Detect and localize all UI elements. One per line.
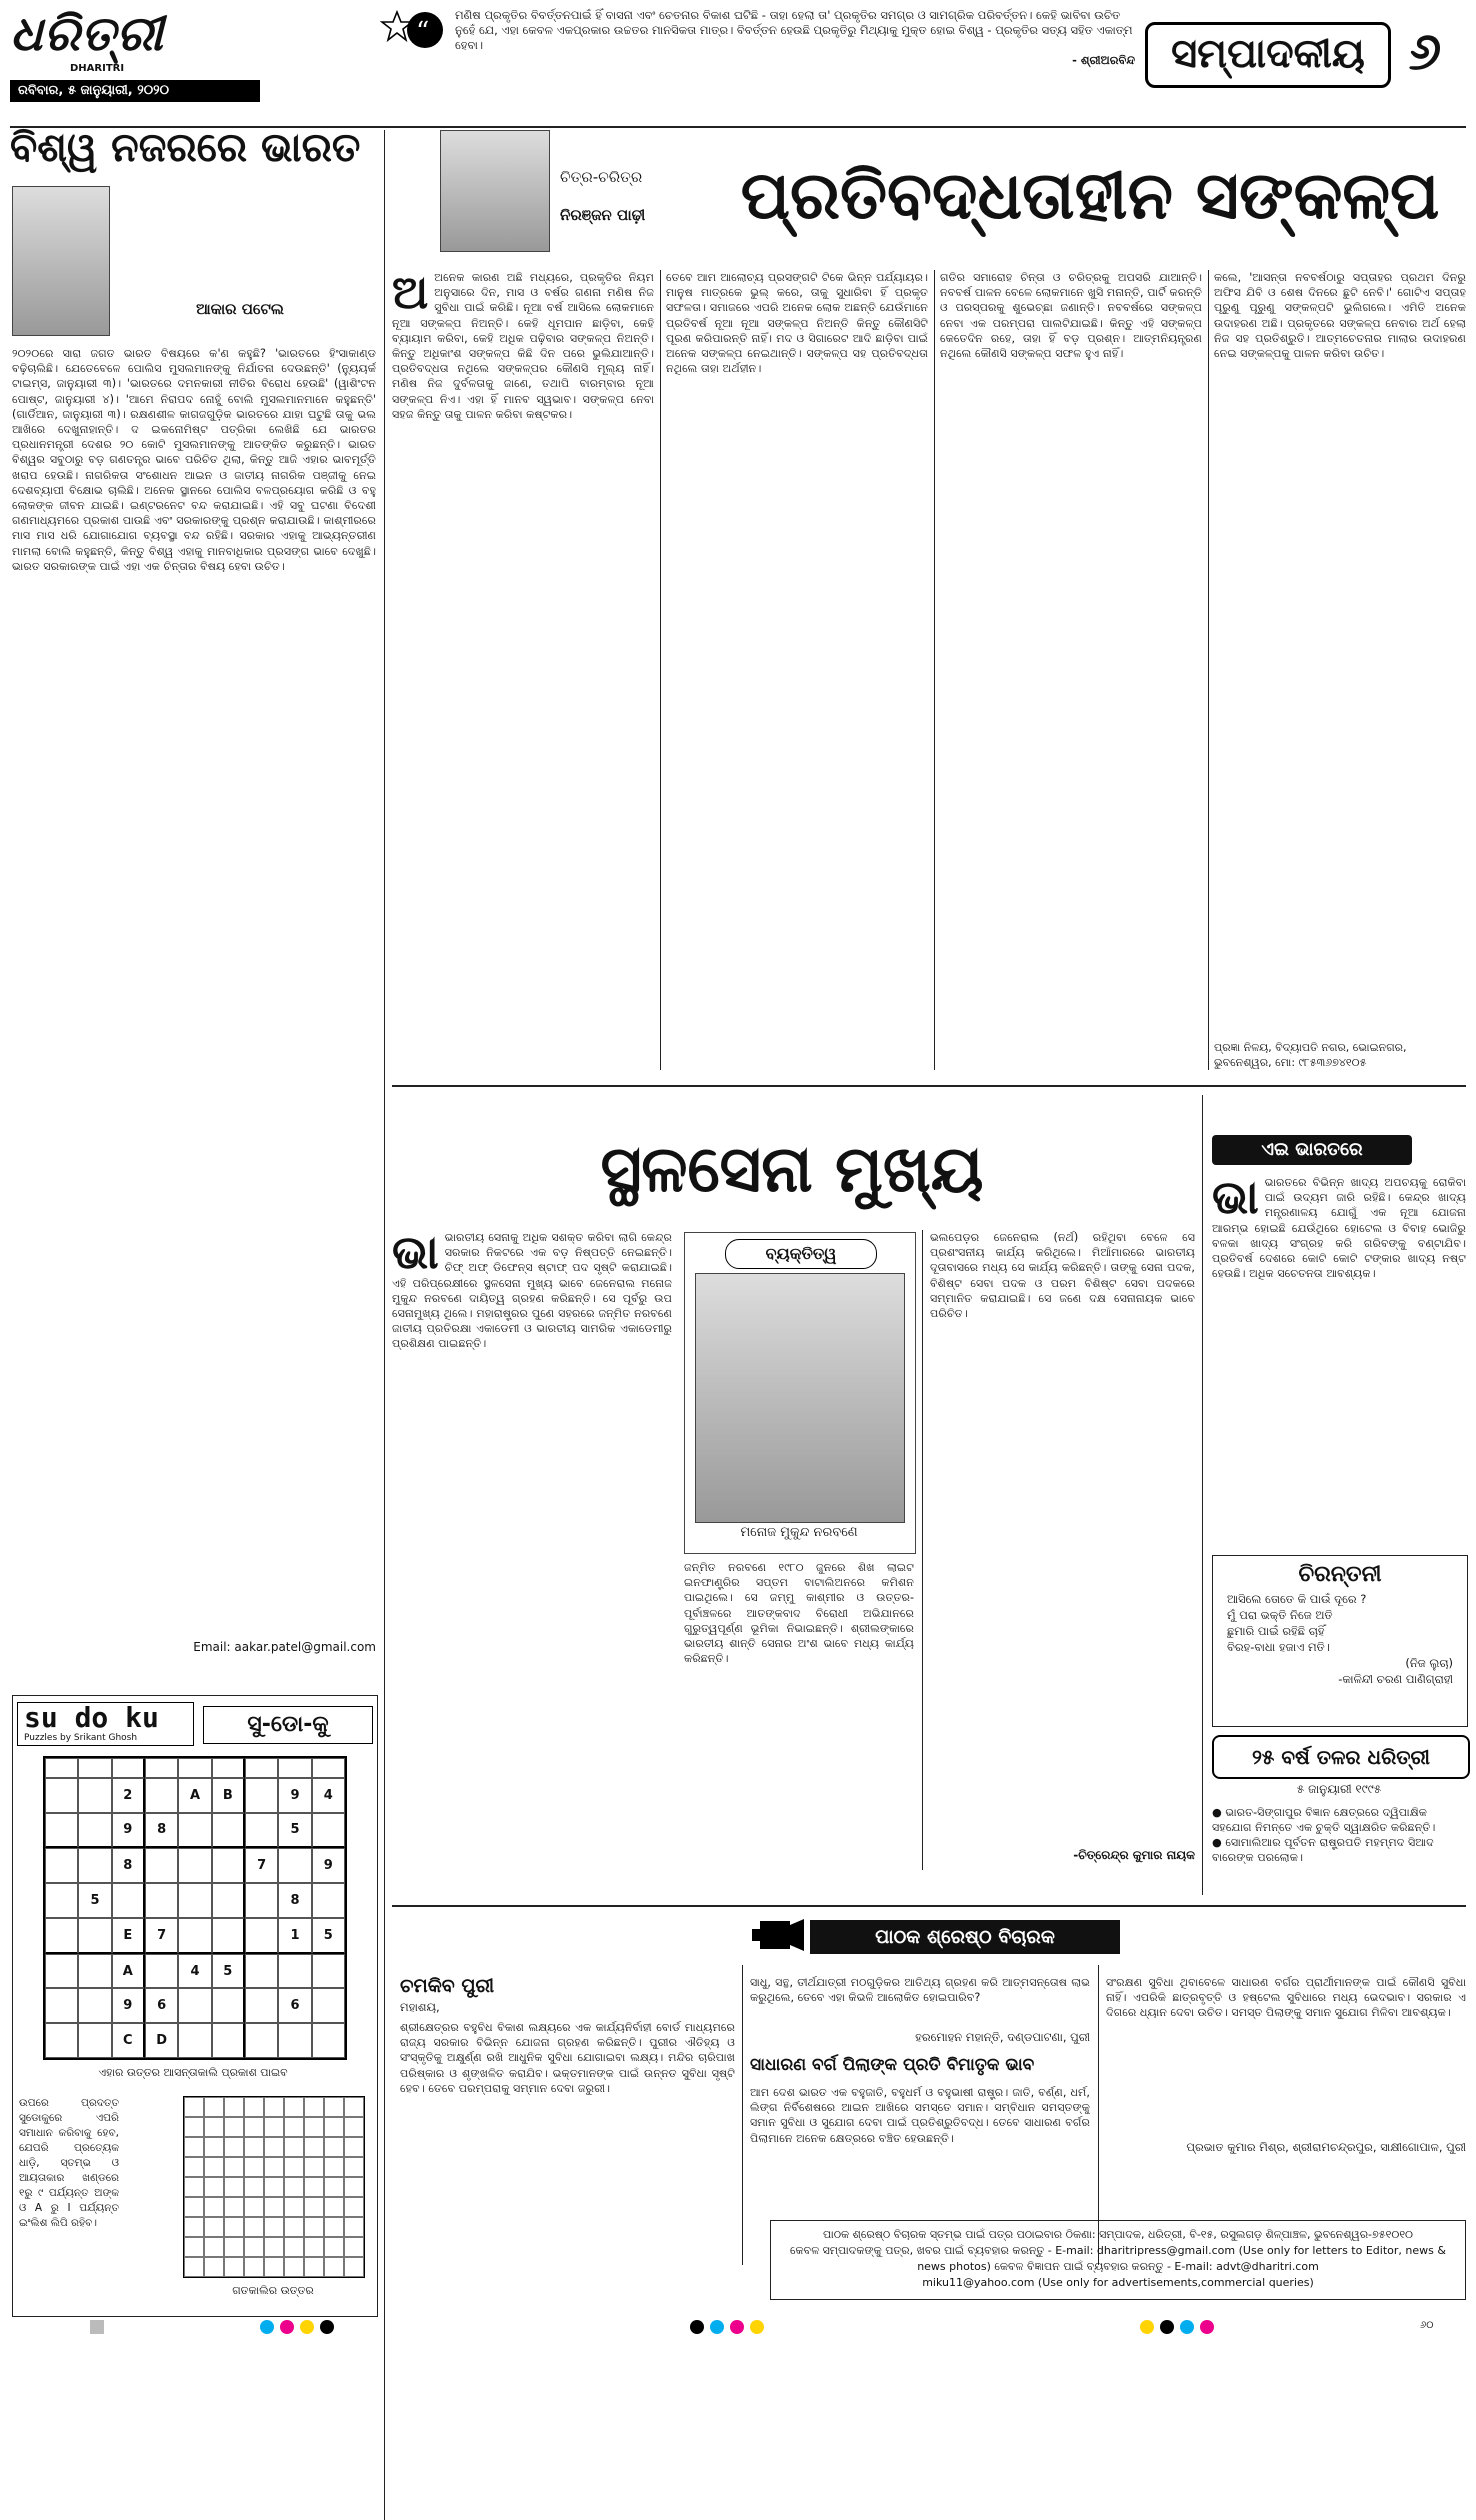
reg-dot-cyan [710, 2320, 724, 2334]
answer-cell [264, 2237, 284, 2257]
sudoku-cell[interactable] [245, 1883, 278, 1918]
chirantani-poem [1213, 1587, 1467, 1691]
sudoku-cell[interactable]: 9 [278, 1778, 311, 1813]
sudoku-cell[interactable] [145, 1758, 178, 1778]
answer-cell [284, 2177, 304, 2197]
reg-dot-black [690, 2320, 704, 2334]
answer-cell [344, 2137, 364, 2157]
poem-line: ଆସିଲେ ତୋତେ କି ପାଉଁ ଦୂରେ ? [1227, 1592, 1367, 1606]
answer-cell [224, 2137, 244, 2157]
sudoku-cell[interactable]: 8 [145, 1813, 178, 1849]
sudoku-cell[interactable] [178, 1988, 211, 2023]
svg-text:“: “ [416, 17, 430, 47]
sudoku-cell[interactable] [45, 1813, 78, 1849]
years-ago-item-text: ଭାରତ-ସିଙ୍ଗାପୁର ବିଜ୍ଞାନ କ୍ଷେତ୍ରରେ ଦ୍ୱିପାକ୍ଷିକ ସହଯୋଗ ନିମନ୍ତେ ଏକ ଚୁକ୍ତି ସ୍ୱାକ୍ଷରିତ କରିଛନ୍ତି। [1212, 1806, 1436, 1834]
sudoku-logo-sub: Puzzles by Srikant Ghosh [24, 1733, 138, 1743]
answer-cell [264, 2177, 284, 2197]
sudoku-cell[interactable] [178, 1848, 211, 1883]
sudoku-cell[interactable] [245, 1954, 278, 1989]
sudoku-cell[interactable]: B [212, 1778, 245, 1813]
answer-cell [344, 2257, 364, 2277]
sudoku-cell[interactable] [78, 2023, 111, 2058]
answer-cell [244, 2197, 264, 2217]
contact-line-3: miku11@yahoo.com (Use only for advertisements,commercial queries) [922, 2276, 1314, 2289]
sudoku-cell[interactable] [78, 1848, 111, 1883]
answer-cell [284, 2237, 304, 2257]
answer-cell [244, 2177, 264, 2197]
sudoku-cell[interactable] [45, 1883, 78, 1918]
answer-cell [304, 2097, 324, 2117]
sudoku-cell[interactable] [145, 1848, 178, 1883]
editorial-col-4 [1214, 270, 1466, 1030]
letters-icon [750, 1915, 806, 1955]
poem-line: ବିରହ-ବାଧା ହଜାଏ ମତି। [1227, 1640, 1330, 1654]
sudoku-cell[interactable] [45, 2023, 78, 2058]
answer-cell [304, 2217, 324, 2237]
answer-cell [264, 2097, 284, 2117]
editorial-col-4-text: କଲେ, 'ଆସନ୍ତା ନବବର୍ଷଠାରୁ ସପ୍ତାହର ପ୍ରଥମ ଦିନରୁ ଅଫିସ ଯିବି ଓ ଶେଷ ଦିନରେ ଛୁଟି ନେବି।' ଗୋଟିଏ ସପ୍ତାହ ପୂରୁଣୁ ପୂରୁଣୁ ସଙ୍କଳ୍ପଟି ଭୁଲିଗଲେ। ଏମିତି ଅନେକ ଉଦାହରଣ ଅଛି। ପ୍ରକୃତରେ ସଙ୍କଳ୍ପ ନେବାର ଅର୍ଥ ହେଲା ନିଜ ସହ ପ୍ରତିଶ୍ରୁତି। ଆତ୍ମଚେତନାର ମାଲାର ଉଦାହରଣ ନେଇ ସଙ୍କଳ୍ପକୁ ପାଳନ କରିବା ଉଚିତ। [1214, 271, 1466, 361]
sudoku-cell[interactable] [278, 1758, 311, 1778]
letter2-intro: ସାଧୁ, ସନ୍ଥ, ତୀର୍ଥଯାତ୍ରୀ ମଠଗୁଡ଼ିକର ଆତିଥ୍ୟ ଗ୍ରହଣ କରି ଆତ୍ମସନ୍ତୋଷ ଲାଭ କରୁଥିଲେ, ତେବେ ଏହା କିଭଳି ଆଲୋକିତ ହୋଇପାରିବ? [750, 1976, 1090, 2005]
left-article-author: ଆକାର ପଟେଲ [196, 300, 284, 318]
answer-cell [224, 2097, 244, 2117]
sudoku-cell[interactable]: A [112, 1954, 145, 1989]
years-ago-item-text: ସୋମାଲିଆର ପୂର୍ବତନ ରାଷ୍ଟ୍ରପତି ମହମ୍ମଦ ସିଆଦ ବାରେଙ୍କ ପରଲୋକ। [1212, 1836, 1434, 1864]
general-photo [695, 1273, 905, 1523]
contact-line-2: କେବଳ ସମ୍ପାଦକଙ୍କୁ ପତ୍ର, ଖବର ପାଇଁ ବ୍ୟବହାର କରନ୍ତୁ - E-mail: dharitripress@gmail.com (Use only for letters to Editor, news & news photos) କେବଳ ବିଜ୍ଞାପନ ପାଇଁ ବ୍ୟବହାର କରନ୍ତୁ - E-mail: advt@dharitri.com [790, 2244, 1446, 2273]
answer-cell [324, 2217, 344, 2237]
reg-dot-black [320, 2320, 334, 2334]
sudoku-cell[interactable] [45, 1988, 78, 2023]
answer-cell [284, 2097, 304, 2117]
sudoku-cell[interactable] [78, 1758, 111, 1778]
answer-cell [304, 2237, 324, 2257]
answer-cell [344, 2117, 364, 2137]
answer-cell [244, 2097, 264, 2117]
quote-text: ମଣିଷ ପ୍ରକୃତିର ବିବର୍ତ୍ତନପାଇଁ ହିଁ ବାସନା ଏବଂ ଚେତନାର ବିକାଶ ଘଟିଛି - ତାହା ହେଲା ତା' ପ୍ରକୃତିର ସମଗ୍ର ଓ ସାମଗ୍ରିକ ପରିବର୍ତ୍ତନ। କେହି ଭାବିବା ଉଚିତ ନୁହେଁ ଯେ, ଏହା କେବଳ ଏକପ୍ରକାର ଉଚ୍ଚତର ମାନସିକତା ମାତ୍ର। ବିବର୍ତ୍ତନ ହେଉଛି ପ୍ରକୃତିରୁ ମିଥ୍ୟାକୁ ମୁକ୍ତ ହୋଇ ବିଶ୍ୱ - ପ୍ରକୃତିର ସତ୍ୟ ସହିତ ଏକାତ୍ମ ହେବା। [455, 8, 1133, 52]
answer-cell [264, 2117, 284, 2137]
answer-cell [184, 2257, 204, 2277]
answer-cell [324, 2177, 344, 2197]
sudoku-cell[interactable] [245, 2023, 278, 2058]
letter4-body: ସଂରକ୍ଷଣ ସୁବିଧା ଥିବାବେଳେ ସାଧାରଣ ବର୍ଗର ପ୍ରାର୍ଥୀମାନଙ୍କ ପାଇଁ କୌଣସି ସୁବିଧା ନାହିଁ। ଏପରିକି ଛାତ୍ରବୃତ୍ତି ଓ ହଷ୍ଟେଲ ସୁବିଧାରେ ମଧ୍ୟ ଭେଦଭାବ। ସରକାର ଏ ଦିଗରେ ଧ୍ୟାନ ଦେବା ଉଚିତ। ସମସ୍ତ ପିଲାଙ୍କୁ ସମାନ ସୁଯୋଗ ମିଳିବା ଆବଶ୍ୟକ। [1106, 1976, 1466, 2020]
letters-section-title: ପାଠକ ଶ୍ରେଷ୍ଠ ବିଚାରକ [810, 1920, 1120, 1954]
answer-cell [284, 2137, 304, 2157]
answer-cell [184, 2097, 204, 2117]
answer-cell [264, 2157, 284, 2177]
sudoku-cell[interactable] [45, 1918, 78, 1954]
answer-cell [304, 2197, 324, 2217]
quote-mark-icon [405, 10, 445, 50]
answer-cell [204, 2237, 224, 2257]
sudoku-cell[interactable] [78, 1988, 111, 2023]
sudoku-cell[interactable] [78, 1813, 111, 1849]
answer-cell [324, 2157, 344, 2177]
answer-cell [304, 2137, 324, 2157]
poem-line: ଛୁମାରି ପାଇଁ ରହିଛି ଚାହିଁ [1227, 1624, 1325, 1638]
sudoku-cell[interactable] [312, 1954, 345, 1989]
sudoku-logo-text: su do ku [24, 1701, 159, 1734]
sudoku-answer-label: ଗତକାଲିର ଉତ୍ତର [232, 2284, 314, 2297]
answer-cell [244, 2117, 264, 2137]
editorial-col-3 [940, 270, 1202, 1070]
sudoku-cell[interactable]: 5 [278, 1813, 311, 1849]
columnist-address: ପ୍ରଜ୍ଞା ନିଳୟ, ବିଦ୍ୟାପତି ନଗର, ଭୋଇନଗର, ଭୁବନେଶ୍ୱର, ମୋ: ୯୮୫୩୬୭୪୧୦୫ [1214, 1041, 1407, 1069]
sudoku-cell[interactable] [112, 1758, 145, 1778]
reg-dot-yellow [300, 2320, 314, 2334]
letters-contact-box [770, 2220, 1466, 2300]
profile-col-2-text: ଜନ୍ମିତ ନରବଣେ ୧୯୮୦ ଜୁନରେ ଶିଖ ଲାଇଟ ଇନଫାଣ୍ଟ୍ରିର ସପ୍ତମ ବାଟାଲିଅନରେ କମିଶନ ପାଇଥିଲେ। ସେ ଜମ୍ମୁ କାଶ୍ମୀର ଓ ଉତ୍ତର-ପୂର୍ବାଞ୍ଚଳରେ ଆତଙ୍କବାଦ ବିରୋଧୀ ଅଭିଯାନରେ ଗୁରୁତ୍ୱପୂର୍ଣ୍ଣ ଭୂମିକା ନିଭାଇଛନ୍ତି। ଶ୍ରୀଲଙ୍କାରେ ଭାରତୀୟ ଶାନ୍ତି ସେନାର ଅଂଶ ଭାବେ ମଧ୍ୟ କାର୍ଯ୍ୟ କରିଛନ୍ତି। [684, 1561, 914, 1666]
answer-cell [244, 2257, 264, 2277]
answer-cell [204, 2117, 224, 2137]
daily-quote [455, 8, 1135, 120]
author-photo [12, 186, 110, 336]
letter3-body: ଆମ ଦେଶ ଭାରତ ଏକ ବହୁଜାତି, ବହୁଧର୍ମ ଓ ବହୁଭାଷୀ ରାଷ୍ଟ୍ର। ଜାତି, ବର୍ଣ୍ଣ, ଧର୍ମ, ଲିଙ୍ଗ ନିର୍ବିଶେଷରେ ଆଇନ ଆଖିରେ ସମସ୍ତେ ସମାନ। ସମ୍ବିଧାନ ସମସ୍ତଙ୍କୁ ସମାନ ସୁବିଧା ଓ ସୁଯୋଗ ଦେବା ପାଇଁ ପ୍ରତିଶ୍ରୁତିବଦ୍ଧ। ତେବେ ସାଧାରଣ ବର୍ଗର ପିଲାମାନେ ଅନେକ କ୍ଷେତ୍ରରେ ବଞ୍ଚିତ ହେଉଛନ୍ତି। [750, 2086, 1090, 2145]
sudoku-cell[interactable] [312, 1883, 345, 1918]
sudoku-cell[interactable] [212, 1918, 245, 1954]
sudoku-cell[interactable] [178, 1918, 211, 1954]
sudoku-cell[interactable] [212, 1848, 245, 1883]
ei-bharatare-title: ଏଇ ଭାରତରେ [1212, 1135, 1412, 1165]
letter3-title: ସାଧାରଣ ବର୍ଗ ପିଲାଙ୍କ ପ୍ରତି ବିମାତୃକ ଭାବ [750, 2055, 1035, 2075]
reg-dot-yellow [1140, 2320, 1154, 2334]
letter2-sign: ହରମୋହନ ମହାନ୍ତି, ଦଣ୍ଡପାଟଣା, ପୁରୀ [915, 2030, 1090, 2044]
chirantani-title: ଚିରନ୍ତନୀ [1298, 1562, 1382, 1587]
answer-cell [244, 2157, 264, 2177]
sudoku-cell[interactable] [245, 1988, 278, 2023]
answer-cell [184, 2237, 204, 2257]
sudoku-cell[interactable] [245, 1918, 278, 1954]
answer-cell [224, 2257, 244, 2277]
ei-bharatare-body [1212, 1175, 1466, 1545]
sudoku-cell[interactable] [45, 1954, 78, 1989]
answer-cell [304, 2157, 324, 2177]
sudoku-cell[interactable]: 9 [112, 1813, 145, 1849]
reg-dot-yellow [750, 2320, 764, 2334]
sudoku-cell[interactable] [312, 1813, 345, 1849]
columnist-photo [440, 130, 550, 252]
reg-dot-magenta [1200, 2320, 1214, 2334]
sudoku-cell[interactable]: 7 [145, 1918, 178, 1954]
sudoku-cell[interactable] [278, 1954, 311, 1989]
sudoku-cell[interactable] [45, 1848, 78, 1883]
poem-source: (ନିଜ ଲୁଚା) [1405, 1656, 1453, 1670]
logo-subtext: DHARITRI [70, 63, 125, 74]
answer-cell [184, 2117, 204, 2137]
answer-cell [324, 2097, 344, 2117]
answer-cell [284, 2217, 304, 2237]
answer-cell [284, 2117, 304, 2137]
sudoku-cell[interactable] [212, 1883, 245, 1918]
answer-cell [204, 2137, 224, 2157]
sudoku-cell[interactable] [212, 2023, 245, 2058]
reg-dot-magenta [730, 2320, 744, 2334]
sudoku-cell[interactable]: 2 [112, 1778, 145, 1813]
reg-dot-magenta [280, 2320, 294, 2334]
answer-cell [204, 2197, 224, 2217]
editorial-dropcap: ଅ [392, 270, 429, 319]
profile-col-3 [930, 1230, 1195, 1840]
sudoku-cell[interactable]: 7 [245, 1848, 278, 1883]
sudoku-cell[interactable]: 8 [112, 1848, 145, 1883]
sudoku-cell[interactable]: 5 [312, 1918, 345, 1954]
sudoku-cell[interactable] [78, 1954, 111, 1989]
ei-bharatare-text: ଭାରତରେ ବିଭିନ୍ନ ଖାଦ୍ୟ ଅପଚୟକୁ ରୋକିବା ପାଇଁ ଉଦ୍ୟମ ଜାରି ରହିଛି। କେନ୍ଦ୍ର ଖାଦ୍ୟ ମନ୍ତ୍ରଣାଳୟ ଯୋଗୁଁ ଏକ ନୂଆ ଯୋଜନା ଆରମ୍ଭ ହୋଇଛି ଯେଉଁଥିରେ ହୋଟେଲ ଓ ବିବାହ ଭୋଜିରୁ ବଳକା ଖାଦ୍ୟ ସଂଗ୍ରହ କରି ଗରିବଙ୍କୁ ବଣ୍ଟାଯିବ। ପ୍ରତିବର୍ଷ ଦେଶରେ କୋଟି କୋଟି ଟଙ୍କାର ଖାଦ୍ୟ ନଷ୍ଟ ହେଉଛି। ଅଧିକ ସଚେତନତା ଆବଶ୍ୟକ। [1212, 1176, 1466, 1281]
sudoku-cell[interactable] [145, 1954, 178, 1989]
answer-cell [344, 2217, 364, 2237]
sudoku-cell[interactable] [112, 1883, 145, 1918]
sudoku-cell[interactable] [45, 1758, 78, 1778]
poem-line: ମୁଁ ପରା ଭକ୍ତି ନିଜେ ଅତି [1227, 1608, 1333, 1622]
answer-cell [324, 2117, 344, 2137]
answer-cell [244, 2137, 264, 2157]
profile-col-1 [392, 1230, 672, 1850]
sudoku-cell[interactable]: 5 [212, 1954, 245, 1989]
answer-cell [264, 2137, 284, 2157]
profile-col-3-text: ଭଲପେଡ଼ର ଜେନେରାଲ (ନର୍ଥ) ରହିଥିବା ବେଳେ ସେ ପ୍ରଶଂସନୀୟ କାର୍ଯ୍ୟ କରିଥିଲେ। ମିଆଁମାରରେ ଭାରତୀୟ ଦୂତାବାସରେ ମଧ୍ୟ ସେ କାର୍ଯ୍ୟ କରିଛନ୍ତି। ତାଙ୍କୁ ସେନା ପଦକ, ବିଶିଷ୍ଟ ସେବା ପଦକ ଓ ପରମ ବିଶିଷ୍ଟ ସେବା ପଦକରେ ସମ୍ମାନିତ କରାଯାଇଛି। ସେ ଜଣେ ଦକ୍ଷ ସେନାନାୟକ ଭାବେ ପରିଚିତ। [930, 1231, 1195, 1321]
sudoku-cell[interactable] [145, 1883, 178, 1918]
years-ago-title: ୨୫ ବର୍ଷ ତଳର ଧରିତ୍ରୀ [1212, 1735, 1470, 1779]
answer-cell [204, 2217, 224, 2237]
logo-text: ଧରିତ୍ରୀ [10, 6, 164, 62]
sudoku-logo [17, 1702, 194, 1746]
sudoku-cell[interactable] [278, 2023, 311, 2058]
author-email: Email: aakar.patel@gmail.com [193, 1640, 376, 1654]
sudoku-cell[interactable]: D [145, 2023, 178, 2058]
editorial-col-1-text: ଅନେକ କାରଣ ଅଛି ମଧ୍ୟରେ, ପ୍ରକୃତିର ନିୟମ ଅନୁସାରେ ଦିନ, ମାସ ଓ ବର୍ଷର ଗଣନା ମଣିଷ ନିଜ ସୁବିଧା ପାଇଁ କରିଛି। ନୂଆ ବର୍ଷ ଆସିଲେ ଲୋକମାନେ ନୂଆ ସଙ୍କଳ୍ପ ନିଅନ୍ତି। କେହି ଧୂମପାନ ଛାଡ଼ିବା, କେହି ବ୍ୟାୟାମ କରିବା, କେହି ଅଧିକ ପଢ଼ିବାର ସଙ୍କଳ୍ପ ନିଅନ୍ତି। କିନ୍ତୁ ଅଧିକାଂଶ ସଙ୍କଳ୍ପ କିଛି ଦିନ ପରେ ଭୁଲିଯାଆନ୍ତି। ପ୍ରତିବଦ୍ଧତା ନଥିଲେ ସଙ୍କଳ୍ପର କୌଣସି ମୂଲ୍ୟ ନାହିଁ। ମଣିଷ ନିଜ ଦୁର୍ବଳତାକୁ ଜାଣେ, ତଥାପି ବାରମ୍ବାର ନୂଆ ସଙ୍କଳ୍ପ ନିଏ। ଏହା ହିଁ ମାନବ ସ୍ୱଭାବ। ସଙ୍କଳ୍ପ ନେବା ସହଜ କିନ୍ତୁ ତାକୁ ପାଳନ କରିବା କଷ୍ଟକର। [392, 271, 654, 421]
answer-cell [264, 2217, 284, 2237]
answer-cell [204, 2097, 224, 2117]
registration-strip [0, 2318, 1476, 2336]
issue-date: ରବିବାର, ୫ ଜାନୁୟାରୀ, ୨୦୨୦ [10, 80, 260, 102]
editorial-col-2-text: ତେବେ ଆମ ଆଲୋଚ୍ୟ ପ୍ରସଙ୍ଗଟି ଟିକେ ଭିନ୍ନ ପର୍ଯ୍ୟାୟର। ମାନୁଷ ମାତ୍ରକେ ଭୁଲ୍ କରେ, ତାକୁ ସୁଧାରିବା ହିଁ ପ୍ରକୃତ ସଫଳତା। ସମାଜରେ ଏପରି ଅନେକ ଲୋକ ଅଛନ୍ତି ଯେଉଁମାନେ ପ୍ରତିବର୍ଷ ନୂଆ ନୂଆ ସଙ୍କଳ୍ପ ନିଅନ୍ତି କିନ୍ତୁ କୌଣସିଟି ପୂରଣ କରିପାରନ୍ତି ନାହିଁ। ମଦ ଓ ସିଗାରେଟ ଆଦି ଛାଡ଼ିବା ପାଇଁ ଅନେକ ସଙ୍କଳ୍ପ ନେଇଥାନ୍ତି। ସଙ୍କଳ୍ପ ସହ ପ୍ରତିବଦ୍ଧତା ନଥିଲେ ତାହା ଅର୍ଥହୀନ। [666, 271, 928, 376]
sudoku-cell[interactable] [212, 1988, 245, 2023]
sudoku-cell[interactable]: 4 [312, 1778, 345, 1813]
profile-photo-caption: ମନୋଜ ମୁକୁନ୍ଦ ନରବଣେ [740, 1525, 858, 1540]
profile-dropcap: ଭା [392, 1230, 439, 1279]
answer-cell [204, 2177, 224, 2197]
quote-author: - ଶ୍ରୀଅରବିନ୍ଦ [1072, 53, 1135, 67]
answer-cell [244, 2237, 264, 2257]
answer-cell [344, 2157, 364, 2177]
sudoku-title: ସୁ-ଡୋ-କୁ [203, 1706, 373, 1744]
editorial-col-1 [392, 270, 654, 1070]
sudoku-note: ଏହାର ଉତ୍ତର ଆସନ୍ତାକାଲି ପ୍ରକାଶ ପାଇବ [98, 2066, 288, 2079]
editorial-col-2 [666, 270, 928, 1070]
sudoku-cell[interactable] [78, 1918, 111, 1954]
answer-cell [244, 2217, 264, 2237]
columnist-name: ନିରଞ୍ଜନ ପାଢ଼ୀ [560, 206, 646, 224]
column-tag: ଚିତ୍ର-ଚରିତ୍ର [560, 168, 643, 186]
sudoku-cell[interactable]: A [178, 1778, 211, 1813]
answer-cell [204, 2257, 224, 2277]
sudoku-cell[interactable] [212, 1758, 245, 1778]
answer-cell [224, 2197, 244, 2217]
sudoku-cell[interactable]: 5 [78, 1883, 111, 1918]
sudoku-cell[interactable]: 6 [278, 1988, 311, 2023]
sudoku-cell[interactable] [178, 1813, 211, 1849]
masthead-logo [10, 6, 260, 84]
section-title: ସମ୍ପାଦକୀୟ [1145, 22, 1391, 88]
answer-cell [224, 2117, 244, 2137]
answer-cell [204, 2157, 224, 2177]
sudoku-cell[interactable] [178, 2023, 211, 2058]
answer-cell [184, 2137, 204, 2157]
profile-byline: -ଚିତ୍ରେନ୍ଦ୍ର କୁମାର ନାୟକ [1073, 1848, 1195, 1862]
sudoku-cell[interactable] [312, 2023, 345, 2058]
answer-cell [324, 2257, 344, 2277]
sudoku-cell[interactable]: 9 [312, 1848, 345, 1883]
answer-cell [284, 2257, 304, 2277]
answer-cell [344, 2177, 364, 2197]
profile-photo-box [684, 1232, 916, 1554]
chirantani-box [1212, 1555, 1468, 1727]
sudoku-grid[interactable] [43, 1756, 347, 2060]
answer-cell [344, 2237, 364, 2257]
left-article-body [12, 346, 376, 1636]
sudoku-answer-grid [183, 2096, 365, 2278]
answer-cell [264, 2197, 284, 2217]
answer-cell [344, 2097, 364, 2117]
page-number: ୬ [1408, 21, 1442, 82]
answer-cell [304, 2177, 324, 2197]
answer-cell [264, 2257, 284, 2277]
answer-cell [284, 2157, 304, 2177]
sudoku-cell[interactable] [145, 1778, 178, 1813]
editorial-col-3-text: ଗତିର ସମାରୋହ ଚିନ୍ତା ଓ ଚରିତ୍ରକୁ ଅପସରି ଯାଆନ୍ତି। ନବବର୍ଷ ପାଳନ ବେଳେ ଲୋକମାନେ ଖୁସି ମନାନ୍ତି, ପାର୍ଟି କରନ୍ତି ଓ ପରସ୍ପରକୁ ଶୁଭେଚ୍ଛା ଜଣାନ୍ତି। ନବବର୍ଷରେ ସଙ୍କଳ୍ପ ନେବା ଏକ ପରମ୍ପରା ପାଲଟିଯାଇଛି। କିନ୍ତୁ ଏହି ସଙ୍କଳ୍ପ କେତେଦିନ ରହେ, ତାହା ହିଁ ବଡ଼ ପ୍ରଶ୍ନ। ଆତ୍ମନିୟନ୍ତ୍ରଣ ନଥିଲେ କୌଣସି ସଙ୍କଳ୍ପ ସଫଳ ହୁଏ ନାହିଁ। [940, 271, 1202, 361]
years-ago-item: ● ଭାରତ-ସିଙ୍ଗାପୁର ବିଜ୍ଞାନ କ୍ଷେତ୍ରରେ ଦ୍ୱିପାକ୍ଷିକ ସହଯୋଗ ନିମନ୍ତେ ଏକ ଚୁକ୍ତି ସ୍ୱାକ୍ଷରିତ କରିଛନ୍ତି। [1212, 1806, 1436, 1834]
letter4-sign: ପ୍ରଭାତ କୁମାର ମିଶ୍ର, ଶ୍ରୀରାମଚନ୍ଦ୍ରପୁର, ସାକ୍ଷୀଗୋପାଳ, ପୁରୀ [1186, 2140, 1466, 2154]
profile-col-1-text: ଭାରତୀୟ ସେନାକୁ ଅଧିକ ସଶକ୍ତ କରିବା ଲାଗି କେନ୍ଦ୍ର ସରକାର ନିକଟରେ ଏକ ବଡ଼ ନିଷ୍ପତ୍ତି ନେଇଛନ୍ତି। ଚିଫ୍ ଅଫ୍ ଡିଫେନ୍ସ ଷ୍ଟାଫ୍ ପଦ ସୃଷ୍ଟି କରାଯାଇଛି। ଏହି ପରିପ୍ରେକ୍ଷୀରେ ସ୍ଥଳସେନା ମୁଖ୍ୟ ଭାବେ ଜେନେରାଲ ମନୋଜ ମୁକୁନ୍ଦ ନରବଣେ ଦାୟିତ୍ୱ ଗ୍ରହଣ କରିଛନ୍ତି। ସେ ପୂର୍ବରୁ ଉପ ସେନାମୁଖ୍ୟ ଥିଲେ। ମହାରାଷ୍ଟ୍ରର ପୁଣେ ସହରରେ ଜନ୍ମିତ ନରବଣେ ଜାତୀୟ ପ୍ରତିରକ୍ଷା ଏକାଡେମୀ ଓ ଭାରତୀୟ ସାମରିକ ଏକାଡେମୀରୁ ପ୍ରଶିକ୍ଷଣ ପାଇଛନ୍ତି। [392, 1231, 672, 1351]
profile-headline: ସ୍ଥଳସେନା ମୁଖ୍ୟ [600, 1132, 984, 1207]
answer-cell [284, 2197, 304, 2217]
answer-cell [224, 2157, 244, 2177]
reg-dot-cyan [1180, 2320, 1194, 2334]
answer-cell [224, 2237, 244, 2257]
sudoku-cell[interactable] [245, 1813, 278, 1849]
answer-cell [344, 2197, 364, 2217]
letter1-salutation: ମହାଶୟ, [400, 2000, 440, 2014]
sudoku-cell[interactable] [45, 1778, 78, 1813]
answer-cell [304, 2257, 324, 2277]
sudoku-cell[interactable]: C [112, 2023, 145, 2058]
answer-cell [224, 2217, 244, 2237]
poem-poet: -କାଳିନ୍ଦୀ ଚରଣ ପାଣିଗ୍ରାହୀ [1338, 1672, 1453, 1686]
sudoku-cell[interactable]: 8 [278, 1883, 311, 1918]
answer-cell [224, 2177, 244, 2197]
sudoku-cell[interactable] [178, 1758, 211, 1778]
sudoku-panel [12, 1695, 378, 2317]
sudoku-cell[interactable]: E [112, 1918, 145, 1954]
editorial-headline: ପ୍ରତିବଦ୍ଧତାହୀନ ସଙ୍କଳ୍ପ [740, 156, 1440, 234]
ei-dropcap: ଭା [1212, 1175, 1259, 1224]
answer-cell [184, 2217, 204, 2237]
sudoku-cell[interactable] [212, 1813, 245, 1849]
profile-col-2 [684, 1560, 914, 1860]
reg-block [90, 2320, 104, 2334]
answer-cell [304, 2117, 324, 2137]
answer-cell [324, 2237, 344, 2257]
footer-page-ref: ୬୦ [1420, 2320, 1434, 2331]
sudoku-cell[interactable] [178, 1883, 211, 1918]
sudoku-instructions: ଉପରେ ପ୍ରଦତ୍ତ ସୁଡୋକୁରେ ଏପରି ସମାଧାନ କରିବାକୁ ହେବ, ଯେପରି ପ୍ରତ୍ୟେକ ଧାଡ଼ି, ସ୍ତମ୍ଭ ଓ ଆୟତାକାର ଖଣ୍ଡରେ ୧ରୁ ୯ ପର୍ଯ୍ୟନ୍ତ ଅଙ୍କ ଓ A ରୁ I ପର୍ଯ୍ୟନ୍ତ ଇଂଲିଶ ଲିପି ରହିବ। [19, 2097, 119, 2229]
answer-cell [184, 2177, 204, 2197]
answer-cell [324, 2197, 344, 2217]
sudoku-cell[interactable] [312, 1758, 345, 1778]
sudoku-cell[interactable] [245, 1778, 278, 1813]
years-ago-list [1212, 1805, 1466, 1875]
letter1-body: ଶ୍ରୀକ୍ଷେତ୍ରର ବହୁବିଧ ବିକାଶ ଲକ୍ଷ୍ୟରେ ଏକ କାର୍ଯ୍ୟନିର୍ବାହୀ ବୋର୍ଡ ମାଧ୍ୟମରେ ରାଜ୍ୟ ସରକାର ବିଭିନ୍ନ ଯୋଜନା ଗ୍ରହଣ କରିଛନ୍ତି। ପୁରୀର ଐତିହ୍ୟ ଓ ସଂସ୍କୃତିକୁ ଅକ୍ଷୁର୍ଣ୍ଣ ରଖି ଆଧୁନିକ ସୁବିଧା ଯୋଗାଇବା ଲକ୍ଷ୍ୟ। ମନ୍ଦିର ଚାରିପାଖ ପରିଷ୍କାର ଓ ଶୃଙ୍ଖଳିତ କରାଯିବ। ଭକ୍ତମାନଙ୍କ ପାଇଁ ଉନ୍ନତ ସୁବିଧା ସୃଷ୍ଟି ହେବ। ତେବେ ପରମ୍ପରାକୁ ସମ୍ମାନ ଦେବା ଜରୁରୀ। [400, 2021, 735, 2095]
sudoku-cell[interactable] [278, 1848, 311, 1883]
profile-tag: ବ୍ୟକ୍ତିତ୍ୱ [725, 1239, 877, 1269]
letter1-title: ଚମକିବ ପୁରୀ [400, 1975, 495, 1997]
reg-dot-cyan [260, 2320, 274, 2334]
sudoku-cell[interactable]: 9 [112, 1988, 145, 2023]
answer-cell [184, 2197, 204, 2217]
sudoku-cell[interactable] [312, 1988, 345, 2023]
answer-cell [184, 2157, 204, 2177]
reg-dot-black [1160, 2320, 1174, 2334]
sudoku-cell[interactable] [245, 1758, 278, 1778]
years-ago-date: ୫ ଜାନୁୟାରୀ ୧୯୯୫ [1296, 1782, 1382, 1796]
answer-cell [324, 2137, 344, 2157]
sudoku-cell[interactable]: 6 [145, 1988, 178, 2023]
sudoku-cell[interactable]: 4 [178, 1954, 211, 1989]
sudoku-cell[interactable]: 1 [278, 1918, 311, 1954]
sudoku-cell[interactable] [78, 1778, 111, 1813]
years-ago-item: ● ସୋମାଲିଆର ପୂର୍ବତନ ରାଷ୍ଟ୍ରପତି ମହମ୍ମଦ ସିଆଦ ବାରେଙ୍କ ପରଲୋକ। [1212, 1836, 1434, 1864]
left-article-title: ବିଶ୍ୱ ନଜରରେ ଭାରତ [10, 124, 361, 171]
contact-line-1: ପାଠକ ଶ୍ରେଷ୍ଠ ବିଚାରକ ସ୍ତମ୍ଭ ପାଇଁ ପତ୍ର ପଠାଇବାର ଠିକଣା: ସମ୍ପାଦକ, ଧରିତ୍ରୀ, ବି-୧୫, ରସୁଲଗଡ଼ ଶିଳ୍ପାଞ୍ଚଳ, ଭୁବନେଶ୍ୱର-୭୫୧୦୧୦ [822, 2228, 1414, 2241]
left-article-text: ୨୦୨୦ରେ ସାରା ଜଗତ ଭାରତ ବିଷୟରେ କ'ଣ କହୁଛି? 'ଭାରତରେ ହିଂସାକାଣ୍ଡ ବଢ଼ିଚାଲିଛି। ଯେତେବେଳେ ପୋଲିସ ମୁସଲମାନଙ୍କୁ ନିର୍ଯାତନା ଦେଉଛନ୍ତି' (ନ୍ୟୁୟର୍କ ଟାଇମ୍ସ, ଜାନୁୟାରୀ ୩)। 'ଭାରତରେ ଦମନକାରୀ ନୀତିର ବିରୋଧ ହେଉଛି' (ୱାଶିଂଟନ ପୋଷ୍ଟ, ଜାନୁୟାରୀ ୪)। 'ଆମେ ନିରାପଦ ନୋହୁଁ ବୋଲି ମୁସଲମାନମାନେ କହୁଛନ୍ତି' (ଗାର୍ଡିଆନ, ଜାନୁୟାରୀ ୩)। ରକ୍ଷଣଶୀଳ କାଗଜଗୁଡ଼ିକ ଭାରତରେ ଯାହା ଘଟୁଛି ତାକୁ ଭଲ ଆଖିରେ ଦେଖୁନାହାନ୍ତି। ଦ ଇକନୋମିଷ୍ଟ ପତ୍ରିକା ଲେଖିଛି ଯେ ଭାରତର ପ୍ରଧାନମନ୍ତ୍ରୀ ଦେଶର ୨୦ କୋଟି ମୁସଲମାନଙ୍କୁ ଆତଙ୍କିତ କରୁଛନ୍ତି। ଭାରତ ବିଶ୍ୱର ସବୁଠାରୁ ବଡ଼ ଗଣତନ୍ତ୍ର ଭାବେ ପରିଚିତ ଥିଲା, କିନ୍ତୁ ଆଜି ଏହାର ଭାବମୂର୍ତ୍ତି ଖରାପ ହେଉଛି। ନାଗରିକତା ସଂଶୋଧନ ଆଇନ ଓ ଜାତୀୟ ନାଗରିକ ପଞ୍ଜୀକୁ ନେଇ ଦେଶବ୍ୟାପୀ ବିକ୍ଷୋଭ ଚାଲିଛି। ଅନେକ ସ୍ଥାନରେ ପୋଲିସ ବଳପ୍ରୟୋଗ କରିଛି ଓ ବହୁ ଲୋକଙ୍କ ଜୀବନ ଯାଇଛି। ଇଣ୍ଟରନେଟ ବନ୍ଦ କରାଯାଇଛି। ଏହି ସବୁ ଘଟଣା ବିଦେଶୀ ଗଣମାଧ୍ୟମରେ ପ୍ରକାଶ ପାଉଛି ଏବଂ ସରକାରଙ୍କୁ ପ୍ରଶ୍ନ କରାଯାଉଛି। କାଶ୍ମୀରରେ ମାସ ମାସ ଧରି ଯୋଗାଯୋଗ ବ୍ୟବସ୍ଥା ବନ୍ଦ ରହିଛି। ସରକାର ଏହାକୁ ଆଭ୍ୟନ୍ତରୀଣ ମାମଲା ବୋଲି କହୁଛନ୍ତି, କିନ୍ତୁ ବିଶ୍ୱ ଏହାକୁ ମାନବାଧିକାର ପ୍ରସଙ୍ଗ ଭାବେ ଦେଖୁଛି। ଭାରତ ସରକାରଙ୍କ ପାଇଁ ଏହା ଏକ ଚିନ୍ତାର ବିଷୟ ହେବା ଉଚିତ। [12, 347, 376, 573]
